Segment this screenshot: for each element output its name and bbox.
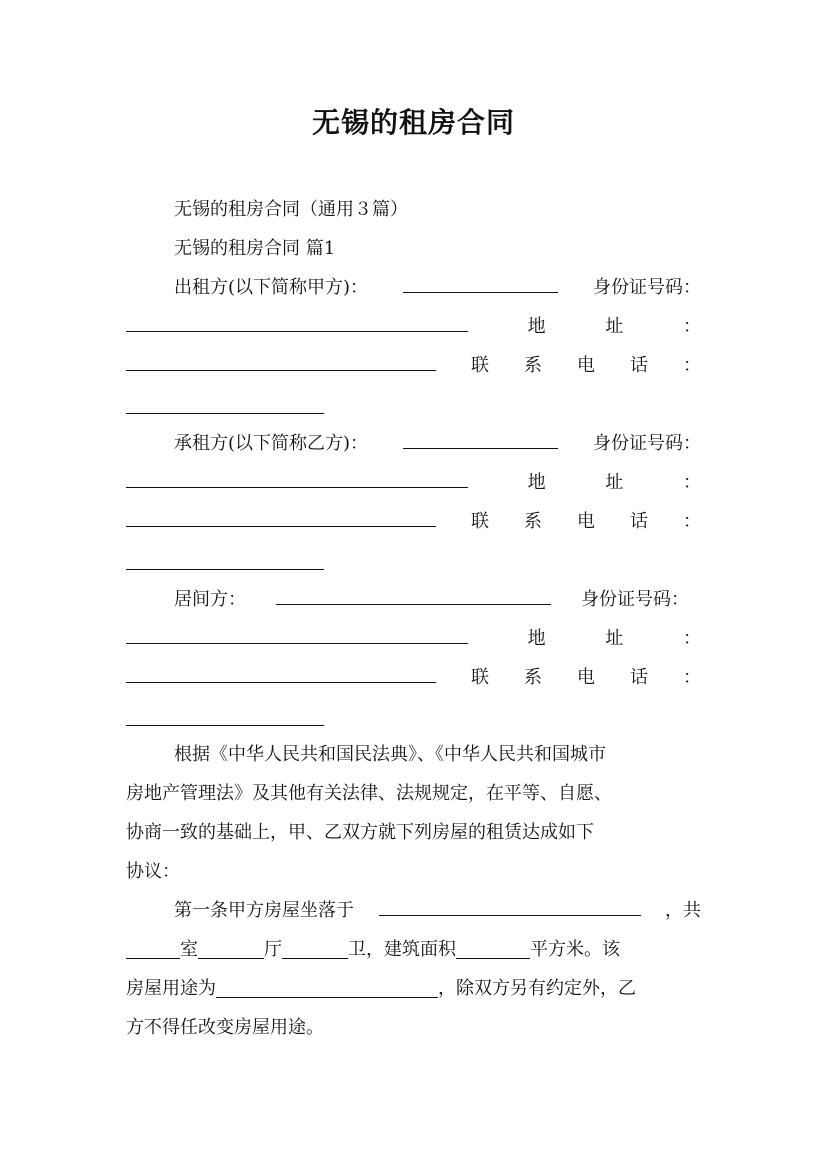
address-label-char: 址 — [605, 316, 624, 337]
address-label-char: ： — [682, 316, 701, 337]
address-label-char: ： — [682, 628, 701, 649]
usage-label: 房屋用途为 — [126, 978, 216, 999]
phone-label-char: 话 — [630, 667, 648, 688]
section-heading: 无锡的租房合同 篇1 — [174, 238, 336, 259]
phone-label-char: 电 — [577, 511, 595, 532]
address-label-char: 址 — [605, 628, 624, 649]
lessor-address-blank[interactable] — [126, 350, 436, 371]
address-label-char: 地 — [527, 628, 546, 649]
lessee-phone-blank-line — [126, 545, 701, 577]
phone-label-char: 电 — [577, 355, 595, 376]
phone-label-char: ： — [683, 355, 701, 376]
broker-label: 居间方： — [174, 589, 246, 610]
address-label-char: 地 — [527, 316, 546, 337]
broker-address-blank[interactable] — [126, 662, 436, 683]
room-count-blank[interactable] — [126, 938, 180, 959]
lessor-id-label: 身份证号码： — [592, 277, 701, 298]
phone-label-char: 联 — [471, 355, 489, 376]
lessee-name-line — [174, 428, 701, 460]
lessee-address-blank[interactable] — [126, 506, 436, 527]
preamble-line: 协商一致的基础上，甲、乙双方就下列房屋的租赁达成如下 — [126, 822, 594, 843]
preamble-line: 协议： — [126, 861, 180, 882]
broker-phone-line — [126, 662, 701, 694]
lessor-phone-line — [126, 350, 701, 382]
usage-blank[interactable] — [216, 977, 438, 998]
preamble-line: 根据《中华人民共和国民法典》、《中华人民共和国城市 — [174, 744, 606, 765]
lessor-id-blank[interactable] — [126, 311, 468, 332]
address-label-char: 址 — [605, 472, 624, 493]
lessee-phone-blank[interactable] — [126, 549, 324, 570]
area-blank[interactable] — [456, 938, 530, 959]
document-subtitle: 无锡的租房合同（通用３篇） — [174, 199, 408, 220]
phone-label-char: 系 — [524, 511, 542, 532]
phone-label-char: ： — [683, 667, 701, 688]
lessor-name-blank[interactable] — [403, 272, 558, 293]
phone-label-char: 联 — [471, 667, 489, 688]
broker-id-label: 身份证号码： — [581, 589, 689, 610]
bath-count-blank[interactable] — [282, 938, 348, 959]
lessee-label: 承租方(以下简称乙方)： — [174, 433, 369, 454]
phone-label-char: 系 — [524, 667, 542, 688]
lessee-name-blank[interactable] — [403, 428, 558, 449]
lessee-phone-line — [126, 506, 701, 538]
lessor-name-line — [174, 272, 701, 304]
usage-clause: ，除双方另有约定外，乙 — [438, 978, 636, 999]
address-label-char: ： — [682, 472, 701, 493]
broker-phone-blank[interactable] — [126, 705, 324, 726]
lessee-address-line — [126, 467, 701, 499]
document-title: 无锡的租房合同 — [311, 106, 515, 139]
broker-name-line — [174, 584, 689, 616]
article1-total-label: ，共 — [665, 900, 701, 921]
phone-label-char: 联 — [471, 511, 489, 532]
phone-label-char: 电 — [577, 667, 595, 688]
broker-id-blank[interactable] — [126, 623, 468, 644]
phone-label-char: 话 — [630, 355, 648, 376]
broker-name-blank[interactable] — [276, 584, 551, 605]
article1-line1 — [174, 895, 701, 927]
article1-line2 — [126, 934, 701, 966]
lessee-id-blank[interactable] — [126, 467, 468, 488]
phone-label-char: 系 — [524, 355, 542, 376]
address-label-char: 地 — [527, 472, 546, 493]
lessee-id-label: 身份证号码： — [592, 433, 701, 454]
bath-area-label: 卫，建筑面积 — [348, 939, 456, 960]
lessor-phone-blank-line — [126, 389, 701, 421]
broker-address-line — [126, 623, 701, 655]
hall-label: 厅 — [264, 939, 282, 960]
lessor-address-line — [126, 311, 701, 343]
preamble-line: 房地产管理法》及其他有关法律、法规规定，在平等、自愿、 — [126, 783, 612, 804]
article1-line4: 方不得任改变房屋用途。 — [126, 1017, 324, 1038]
phone-label-char: 话 — [630, 511, 648, 532]
location-blank[interactable] — [379, 895, 641, 916]
phone-label-char: ： — [683, 511, 701, 532]
area-unit-label: 平方米。该 — [530, 939, 620, 960]
hall-count-blank[interactable] — [198, 938, 264, 959]
lessor-label: 出租方(以下简称甲方)： — [174, 277, 369, 298]
room-label: 室 — [180, 939, 198, 960]
broker-phone-blank-line — [126, 701, 701, 733]
article1-location-label: 第一条甲方房屋坐落于 — [174, 900, 354, 921]
article1-line3 — [126, 973, 701, 1005]
lessor-phone-blank[interactable] — [126, 393, 324, 414]
